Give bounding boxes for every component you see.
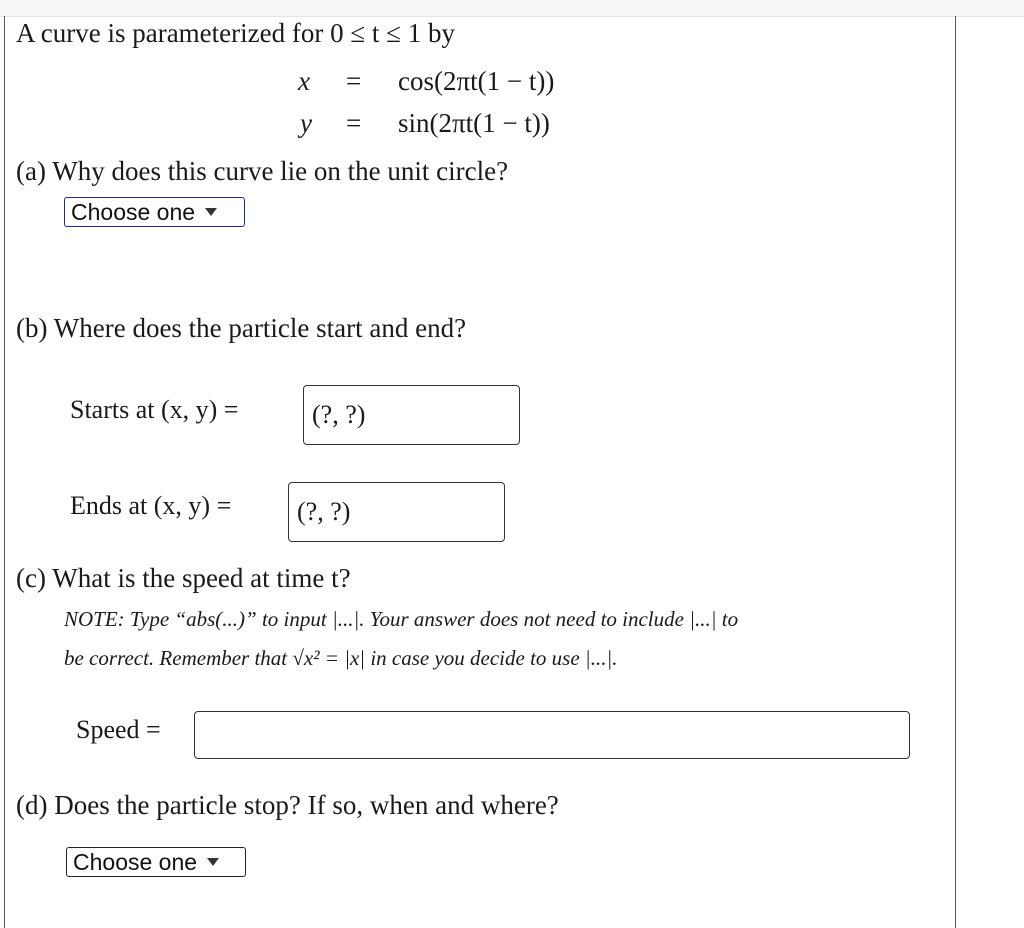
equation-x-var: x — [298, 66, 310, 96]
start-input[interactable] — [303, 385, 520, 445]
start-input-value: (?, ?) — [312, 400, 366, 429]
part-c-question: (c) What is the speed at time t? — [16, 563, 351, 593]
part-d-question: (d) Does the particle stop? If so, when and where? — [16, 790, 559, 820]
part-d-select-value: Choose one — [73, 848, 198, 875]
chevron-down-icon — [205, 208, 217, 216]
part-d-select[interactable] — [66, 847, 246, 877]
chevron-down-icon — [207, 858, 219, 866]
problem-intro: A curve is parameterized for 0 ≤ t ≤ 1 by — [16, 18, 455, 48]
note-line-1: NOTE: Type “abs(...)” to input |...|. Your answer does not need to include |...| to — [64, 607, 739, 631]
equation-y-sign: = — [346, 108, 362, 138]
end-input[interactable] — [288, 482, 505, 542]
equation-x-sign: = — [346, 66, 362, 96]
part-b-question: (b) Where does the particle start and end? — [16, 313, 467, 343]
equation-x-rhs: cos(2πt(1 − t)) — [398, 66, 555, 96]
note-line-2: be correct. Remember that √x² = |x| in case you decide to use |...|. — [64, 646, 618, 670]
part-a-question: (a) Why does this curve lie on the unit circle? — [16, 156, 509, 186]
part-a-select[interactable] — [64, 197, 245, 227]
start-label: Starts at (x, y) = — [70, 395, 239, 424]
panel-border-left — [4, 16, 5, 928]
top-bar — [0, 0, 1024, 17]
speed-label: Speed = — [76, 715, 161, 744]
end-input-value: (?, ?) — [297, 497, 351, 526]
equation-y-rhs: sin(2πt(1 − t)) — [398, 108, 550, 138]
end-label: Ends at (x, y) = — [70, 491, 232, 520]
panel-border-right — [955, 16, 956, 928]
equation-y-var: y — [300, 108, 312, 138]
part-a-select-value: Choose one — [71, 198, 196, 225]
speed-input[interactable] — [194, 711, 910, 759]
